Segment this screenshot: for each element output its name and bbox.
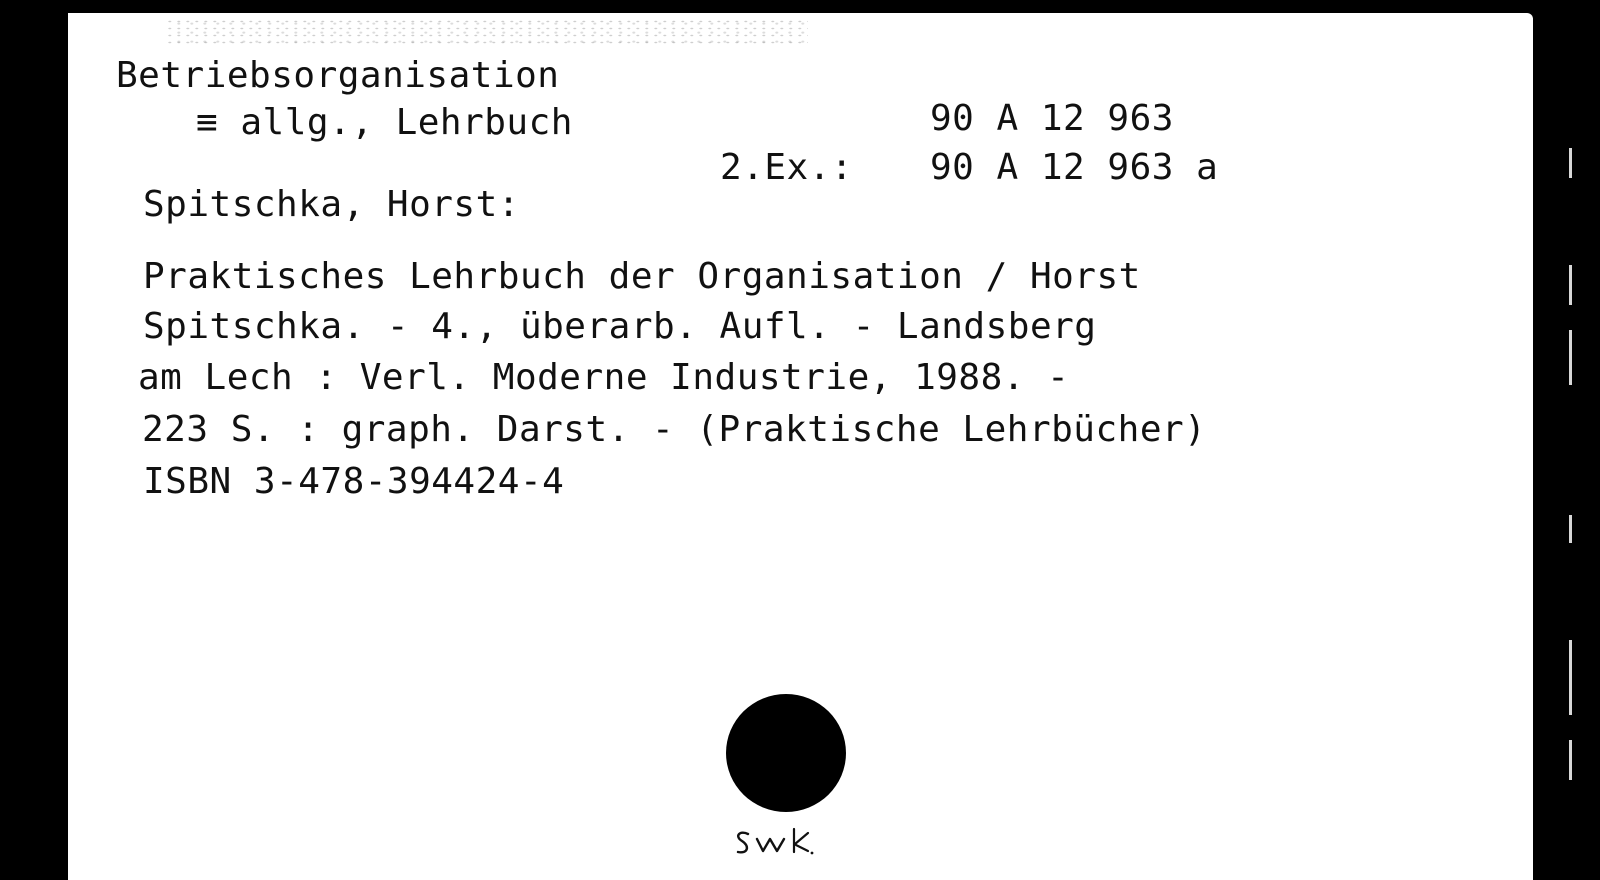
scan-tick [1569,740,1572,780]
scan-tick [1569,330,1572,385]
right-scan-edge [1533,0,1600,880]
call-number: 90 A 12 963 [930,98,1174,139]
description-line-1: Praktisches Lehrbuch der Organisation / Horst [143,256,1141,297]
description-line-4: 223 S. : graph. Darst. - (Praktische Lehrbücher) [142,409,1207,450]
second-copy-call-number: 90 A 12 963 a [930,147,1219,188]
description-line-3: am Lech : Verl. Moderne Industrie, 1988. - [138,357,1070,398]
scan-tick [1569,148,1572,178]
handwritten-initials [730,821,850,871]
scan-tick [1569,640,1572,715]
description-line-2: Spitschka. - 4., überarb. Aufl. - Landsberg [143,306,1097,347]
isbn-line: ISBN 3-478-394424-4 [143,461,565,502]
subject-heading: Betriebsorganisation [116,55,560,96]
scan-tick [1569,515,1572,543]
author-heading: Spitschka, Horst: [143,184,520,225]
top-smudge [168,18,808,48]
catalog-card [68,13,1533,880]
second-copy-label: 2.Ex.: [720,147,854,188]
subject-subheading: ≡ allg., Lehrbuch [196,102,573,143]
punch-hole [726,694,846,812]
scan-tick [1569,265,1572,305]
handwritten-initials-drawing [730,821,850,871]
